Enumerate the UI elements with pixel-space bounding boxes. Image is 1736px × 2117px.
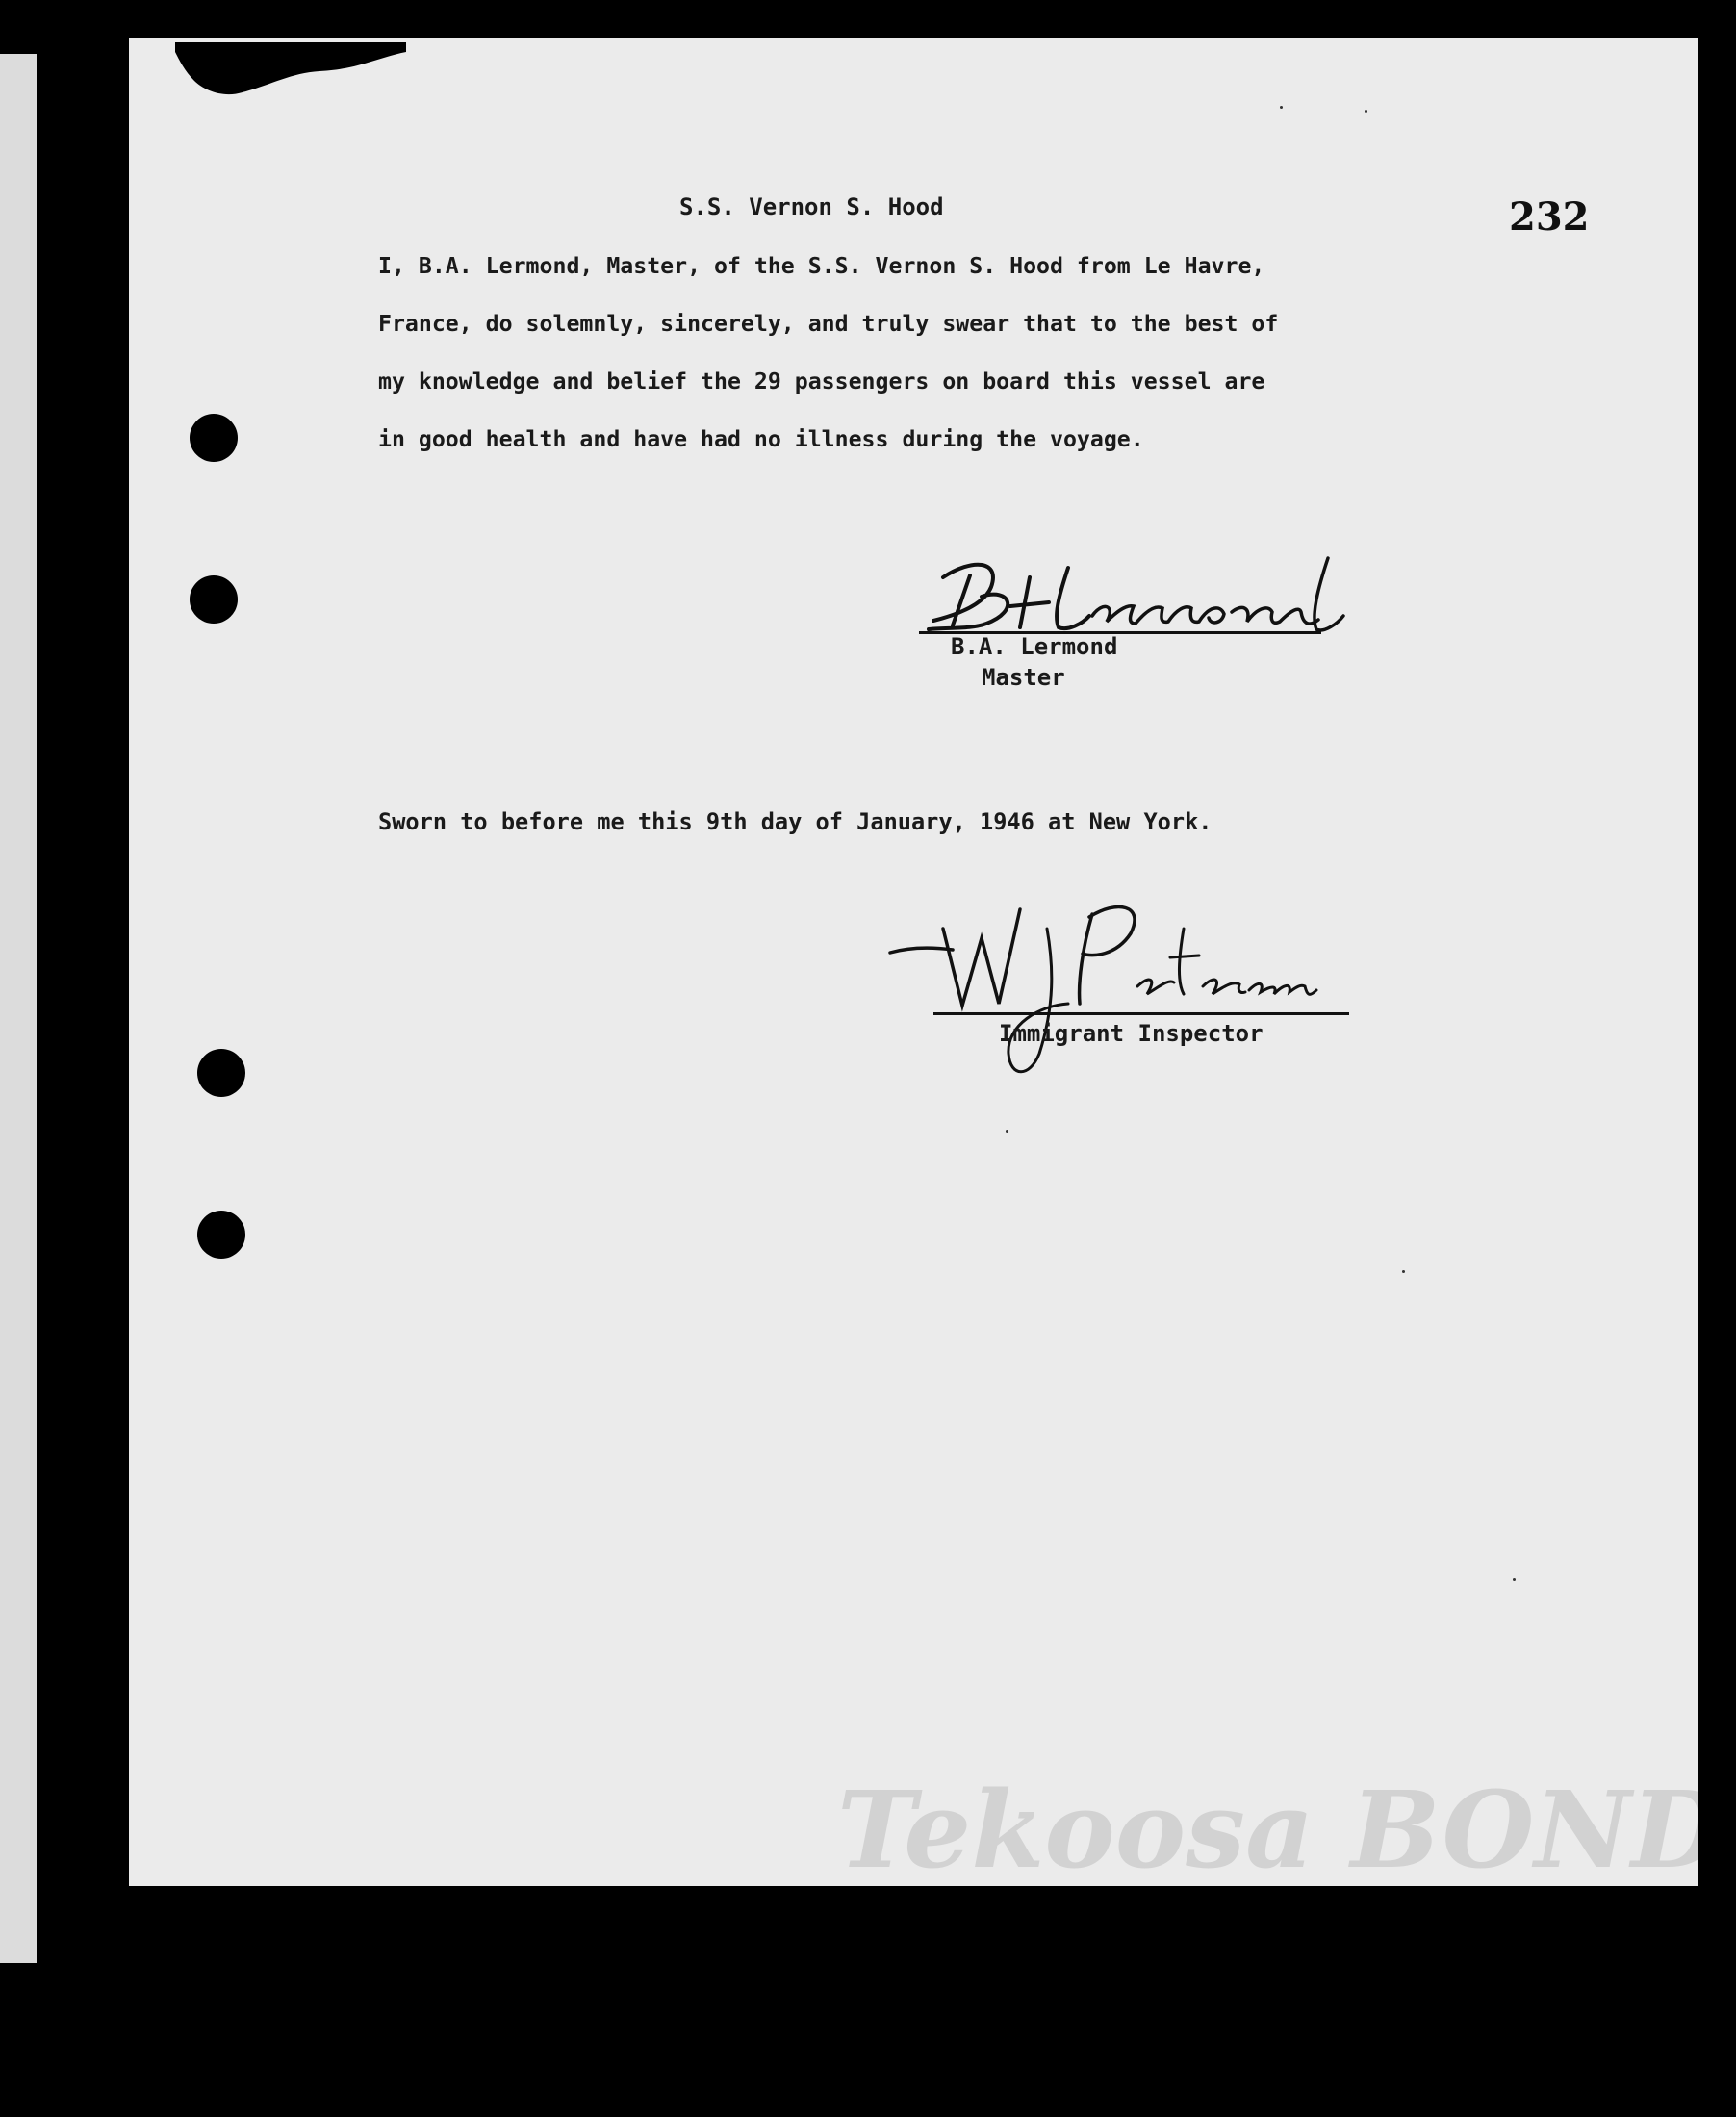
sworn-statement: Sworn to before me this 9th day of January, 1946 at New York.	[378, 808, 1213, 835]
paper-speck	[1513, 1578, 1516, 1581]
paper-speck	[1280, 106, 1283, 109]
inspector-signature	[885, 890, 1328, 1083]
inspector-signature-line	[933, 1012, 1349, 1015]
paper-watermark	[818, 1768, 1723, 1892]
oath-line: my knowledge and belief the 29 passengers on board this vessel are	[378, 369, 1265, 395]
paper-speck	[1365, 110, 1367, 113]
page-number: 232	[1509, 194, 1590, 240]
oath-line: in good health and have had no illness during the voyage.	[378, 426, 1144, 452]
punch-hole	[190, 575, 238, 624]
adjacent-page-edge	[0, 54, 37, 1963]
master-name: B.A. Lermond	[951, 633, 1118, 660]
punch-hole	[197, 1049, 245, 1097]
punch-hole	[190, 414, 238, 462]
svg-text:Tekoosa BOND: Tekoosa BOND	[837, 1768, 1723, 1892]
oath-line: France, do solemnly, sincerely, and truly swear that to the best of	[378, 311, 1279, 337]
master-title: Master	[982, 664, 1065, 691]
torn-corner-mark	[175, 42, 406, 110]
inspector-title: Immigrant Inspector	[999, 1020, 1264, 1047]
ship-title: S.S. Vernon S. Hood	[679, 193, 944, 220]
oath-line: I, B.A. Lermond, Master, of the S.S. Vernon S. Hood from Le Havre,	[378, 253, 1265, 279]
punch-hole	[197, 1211, 245, 1259]
paper-speck	[1006, 1130, 1008, 1133]
paper-speck	[1402, 1270, 1405, 1273]
